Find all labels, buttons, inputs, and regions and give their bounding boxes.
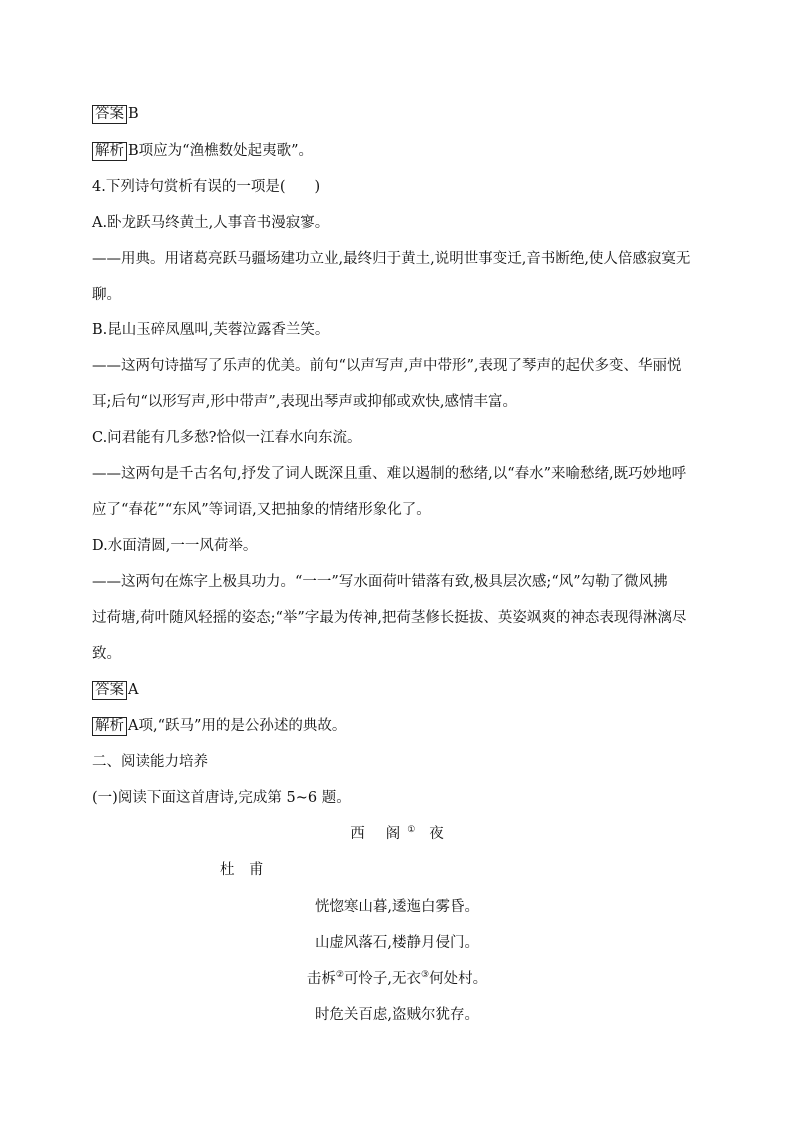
analysis-label: 解析 [92, 717, 127, 736]
q4-answer-value: A [128, 682, 139, 698]
q4-option-d-note-2: 过荷塘,荷叶随风轻摇的姿态;“举”字最为传神,把荷茎修长挺拔、英姿飒爽的神态表现得淋漓尽 [92, 610, 687, 626]
q4-option-b-note-2: 耳;后句“以形写声,形中带声”,表现出琴声或抑郁或欢快,感情丰富。 [92, 394, 518, 410]
poem-title-char-2-text: 阁 [385, 826, 401, 842]
q4-option-d: D.水面清圆,一一风荷举。 [92, 538, 258, 554]
poem-line-3-part-c: 何处村。 [429, 971, 488, 987]
q4-analysis-line [92, 716, 346, 736]
poem-line-3-part-b: 可怜子,无衣 [343, 971, 422, 987]
q4-option-d-note-3: 致。 [92, 646, 121, 662]
q4-option-b: B.昆山玉碎凤凰叫,芙蓉泣露香兰笑。 [92, 322, 330, 338]
q4-option-c-note-2: 应了“春花”“东风”等词语,又把抽象的情绪形象化了。 [92, 502, 431, 518]
q4-answer-line [92, 680, 138, 700]
poem-title-char-3: 夜 [429, 826, 444, 842]
q4-stem: 4.下列诗句赏析有误的一项是( ) [92, 179, 321, 195]
q3-answer-value: B [128, 106, 139, 122]
footnote-marker: ② [335, 970, 344, 981]
q3-analysis-line [92, 141, 313, 161]
reading-intro: (一)阅读下面这首唐诗,完成第 5~6 题。 [92, 790, 351, 806]
q4-option-c-note-1: ——这两句是千古名句,抒发了词人既深且重、难以遏制的愁绪,以“春水”来喻愁绪,既巧妙地呼 [92, 466, 687, 482]
poem-line-3 [0, 969, 794, 989]
answer-label: 答案 [92, 105, 127, 124]
q4-option-d-note-1: ——这两句在炼字上极具功力。“一一”写水面荷叶错落有致,极具层次感;“风”勾勒了微风拂 [92, 574, 668, 590]
q4-option-a-note-2: 聊。 [92, 287, 121, 303]
answer-label: 答案 [92, 681, 127, 700]
footnote-marker: ① [407, 825, 416, 836]
q4-option-c: C.问君能有几多愁?恰似一江春水向东流。 [92, 430, 362, 446]
q4-option-b-note-1: ——这两句诗描写了乐声的优美。前句“以声写声,声中带形”,表现了琴声的起伏多变、华丽悦 [92, 358, 682, 374]
poem-author: 杜 甫 [220, 862, 264, 878]
footnote-marker: ③ [421, 970, 430, 981]
q3-answer-line [92, 104, 139, 124]
poem-line-1: 恍惚寒山暮,逶迤白雾昏。 [314, 899, 480, 915]
poem-title-char-1: 西 [350, 826, 365, 842]
section-heading: 二、阅读能力培养 [92, 754, 208, 770]
poem-title [0, 824, 794, 844]
analysis-label: 解析 [92, 142, 127, 161]
poem-title-char-2 [379, 824, 416, 844]
q4-analysis-text: A项,“跃马”用的是公孙述的典故。 [128, 718, 347, 734]
q3-analysis-text: B项应为“渔樵数处起夷歌”。 [128, 143, 313, 159]
poem-line-3-part-a: 击柝 [306, 971, 336, 987]
q4-option-a-note-1: ——用典。用诸葛亮跃马疆场建功立业,最终归于黄土,说明世事变迁,音书断绝,使人倍感寂寞无 [92, 251, 691, 267]
poem-line-2: 山虚风落石,楼静月侵门。 [314, 935, 480, 951]
poem-line-4: 时危关百虑,盗贼尔犹存。 [314, 1007, 480, 1023]
q4-option-a: A.卧龙跃马终黄土,人事音书漫寂寥。 [92, 215, 330, 231]
